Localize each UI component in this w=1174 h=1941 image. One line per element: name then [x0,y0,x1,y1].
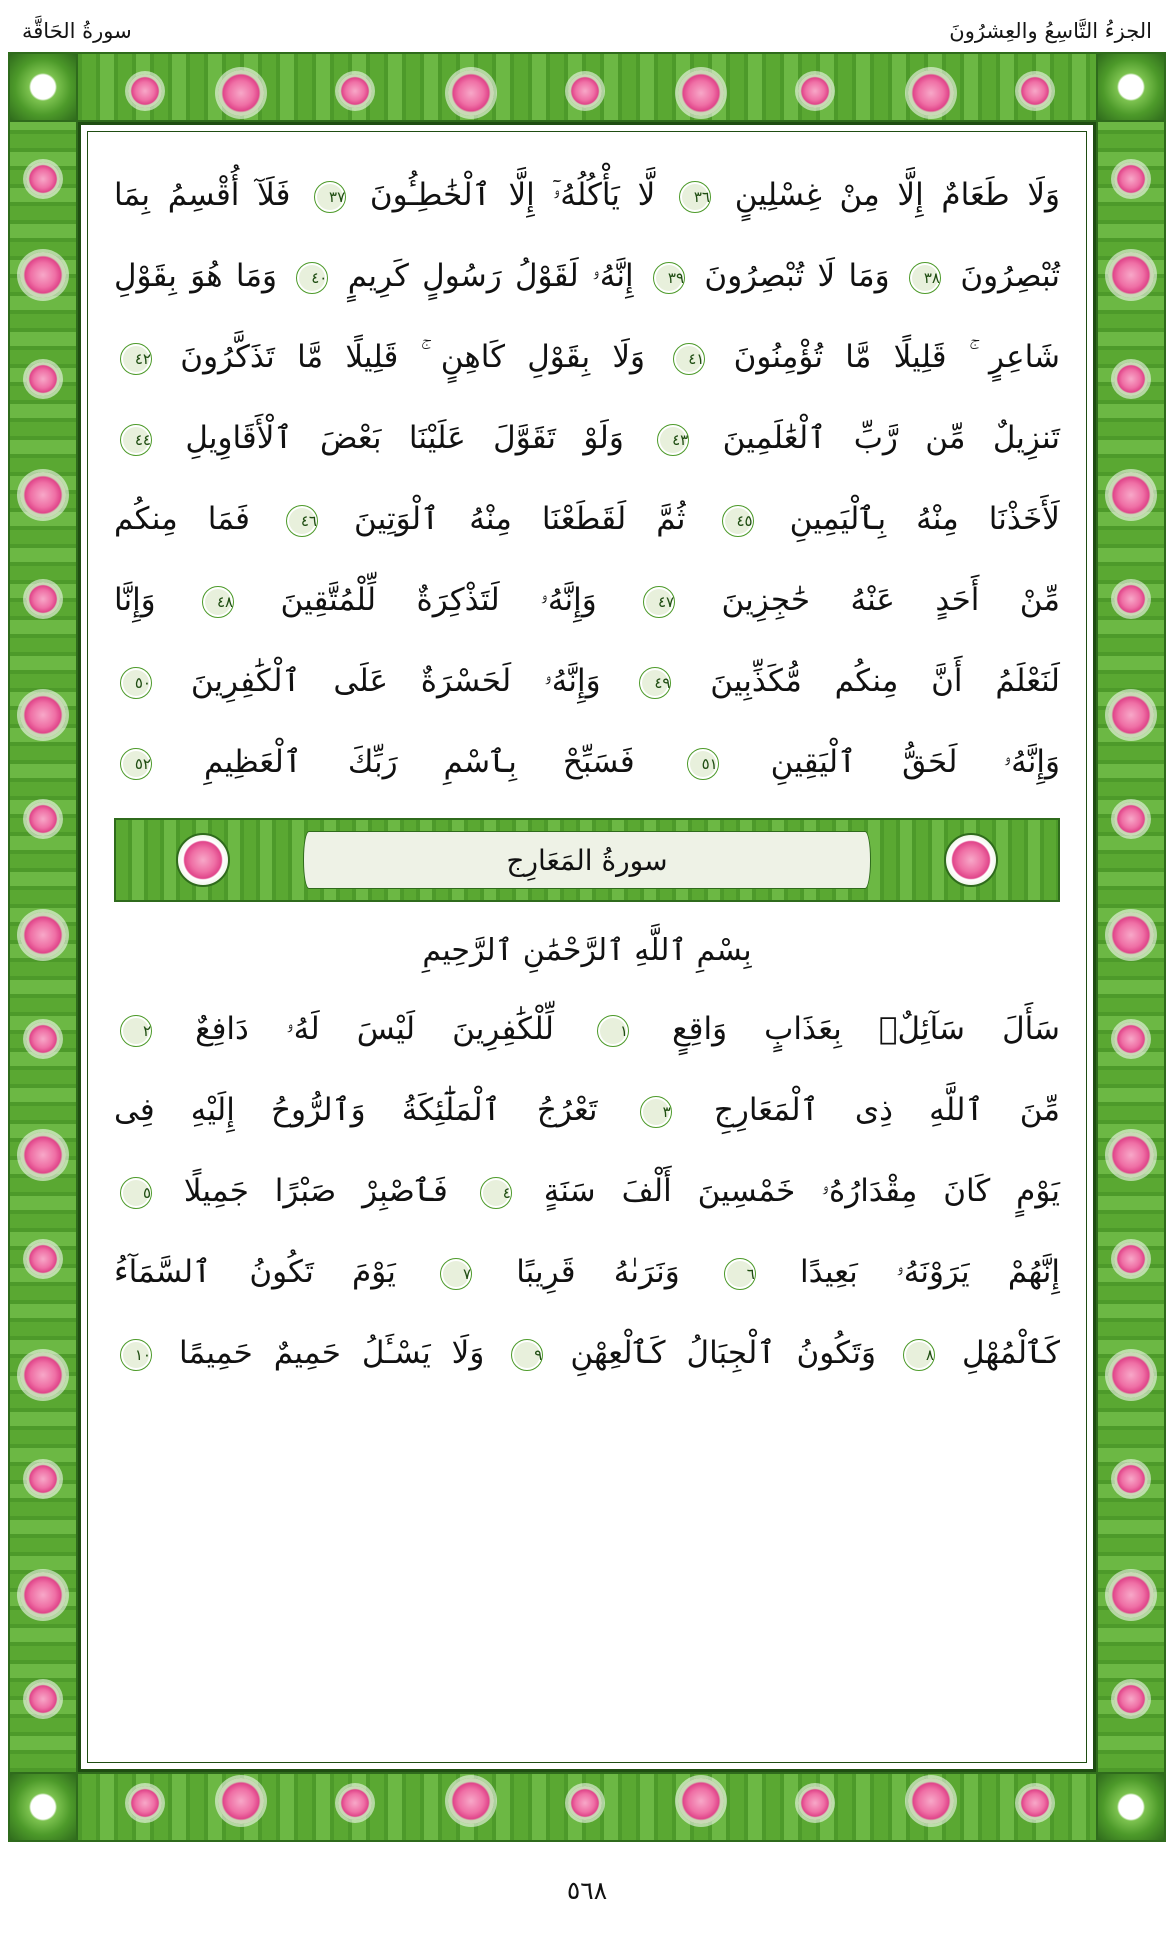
quran-line [114,237,1060,318]
floral-rosette-icon [798,1786,832,1820]
floral-rosette-icon [20,912,66,958]
ayah-number-badge: ٤٢ [120,343,152,375]
floral-rosette-icon [26,802,60,836]
floral-rosette-icon [128,74,162,108]
ayah-number-badge: ٣٧ [314,181,346,213]
frame-corner-bottom-left [8,1772,78,1842]
ayah-number-badge: ٥١ [687,748,719,780]
ayah-text: شَاعِرٍ ۚ قَلِيلًا مَّا تُؤْمِنُونَ [733,339,1061,376]
quran-line [114,990,1060,1071]
floral-rosette-icon [26,1242,60,1276]
quran-line [114,399,1060,480]
ayah-number-badge: ٧ [440,1258,472,1290]
frame-corner-top-right [1096,52,1166,122]
ayah-text: مِّنْ أَحَدٍ عَنْهُ حَٰجِزِينَ [721,582,1061,619]
floral-rosette-icon [20,1132,66,1178]
ayah-text: وَمَا هُوَ بِقَوْلِ [114,258,277,295]
quran-line [114,1071,1060,1152]
quran-line [114,318,1060,399]
ayah-number-badge: ١٠ [120,1339,152,1371]
floral-rosette-icon [338,74,372,108]
ayah-number-badge: ١ [597,1015,629,1047]
floral-rosette-icon [1114,582,1148,616]
surah-al-haqqah-text [114,156,1060,804]
ayah-text: إِنَّهُۥ لَقَوْلُ رَسُولٍ كَرِيمٍ [347,258,634,295]
ornamental-frame [8,52,1166,1842]
ayah-text: وَإِنَّا [114,582,156,619]
ayah-text: لَّا يَأْكُلُهُۥٓ إِلَّا ٱلْخَٰطِـُٔونَ [369,177,656,214]
ayah-number-badge: ٣ [640,1096,672,1128]
floral-rosette-icon [1108,252,1154,298]
ayah-number-badge: ٤٥ [722,505,754,537]
banner-rosette-right-icon [944,833,998,887]
ayah-text: وَلَا يَسْـَٔلُ حَمِيمٌ حَمِيمًا [179,1335,485,1372]
floral-rosette-icon [908,70,954,116]
ayah-number-badge: ٣٦ [679,181,711,213]
ayah-text: وَإِنَّهُۥ لَحَقُّ ٱلْيَقِينِ [770,744,1061,781]
ayah-number-badge: ٣٩ [653,262,685,294]
floral-rosette-icon [678,70,724,116]
ayah-number-badge: ٤٦ [286,505,318,537]
text-frame [78,122,1096,1772]
ayah-text: يَوْمٍ كَانَ مِقْدَارُهُۥ خَمْسِينَ أَلْفَ سَنَةٍ [543,1173,1061,1210]
floral-rosette-icon [1114,1022,1148,1056]
floral-rosette-icon [26,162,60,196]
quran-line [114,561,1060,642]
floral-rosette-icon [1108,912,1154,958]
floral-rosette-icon [26,362,60,396]
ayah-text: وَإِنَّهُۥ لَتَذْكِرَةٌ لِّلْمُتَّقِينَ [280,582,597,619]
ayah-text: فَلَآ أُقْسِمُ بِمَا [114,177,291,214]
quran-line [114,723,1060,804]
surah-title-text: سورةُ المَعَارِج [506,843,668,877]
ayah-text: لَنَعْلَمُ أَنَّ مِنكُم مُّكَذِّبِينَ [710,663,1060,700]
floral-rosette-icon [26,1682,60,1716]
quran-line [114,480,1060,561]
floral-rosette-icon [26,1462,60,1496]
floral-rosette-icon [1114,362,1148,396]
ayah-number-badge: ٤١ [673,343,705,375]
floral-rosette-icon [20,1352,66,1398]
ayah-number-badge: ٤٤ [120,424,152,456]
floral-rosette-icon [678,1778,724,1824]
ayah-number-badge: ٤٩ [639,667,671,699]
floral-rosette-icon [798,74,832,108]
ayah-number-badge: ٤ [480,1177,512,1209]
frame-corner-top-left [8,52,78,122]
ayah-number-badge: ٥٠ [120,667,152,699]
floral-rosette-icon [1108,692,1154,738]
floral-rosette-icon [1114,802,1148,836]
floral-rosette-icon [20,252,66,298]
ayah-text: تَنزِيلٌ مِّن رَّبِّ ٱلْعَٰلَمِينَ [722,420,1061,457]
ayah-number-badge: ٦ [724,1258,756,1290]
floral-rosette-icon [568,1786,602,1820]
floral-rosette-icon [20,1572,66,1618]
floral-rosette-icon [1114,162,1148,196]
ayah-text: وَلَا بِقَوْلِ كَاهِنٍ ۚ قَلِيلًا مَّا تَذَكَّرُونَ [180,339,646,376]
surah-title-cartouche [303,831,870,889]
ayah-number-badge: ٥٢ [120,748,152,780]
ayah-text: يَوْمَ تَكُونُ ٱلسَّمَآءُ [114,1254,396,1291]
floral-rosette-icon [1114,1462,1148,1496]
ayah-number-badge: ٨ [903,1339,935,1371]
floral-rosette-icon [448,1778,494,1824]
floral-rosette-icon [26,1022,60,1056]
floral-rosette-icon [448,70,494,116]
floral-rosette-icon [26,582,60,616]
ayah-text: لِّلْكَٰفِرِينَ لَيْسَ لَهُۥ دَافِعٌ [195,1011,555,1048]
ayah-text: وَنَرَىٰهُ قَرِيبًا [516,1254,680,1291]
ayah-text: وَإِنَّهُۥ لَحَسْرَةٌ عَلَى ٱلْكَٰفِرِينَ [190,663,601,700]
header-juz-label: الجزءُ التَّاسِعُ والعِشرُونَ [949,19,1152,43]
quran-line [114,642,1060,723]
floral-rosette-icon [1108,1352,1154,1398]
ayah-text: فَمَا مِنكُم [114,501,250,538]
floral-rosette-icon [1108,1132,1154,1178]
floral-rosette-icon [218,70,264,116]
ayah-text: سَأَلَ سَآئِلٌۢ بِعَذَابٍ وَاقِعٍ [672,1011,1061,1048]
frame-corner-bottom-right [1096,1772,1166,1842]
floral-rosette-icon [1114,1682,1148,1716]
ayah-text: لَأَخَذْنَا مِنْهُ بِٱلْيَمِينِ [789,501,1060,538]
ayah-number-badge: ٤٨ [202,586,234,618]
quran-line [114,1314,1060,1395]
surah-al-maarij-text [114,990,1060,1395]
ayah-text: وَتَكُونُ ٱلْجِبَالُ كَٱلْعِهْنِ [570,1335,876,1372]
ayah-text: مِّنَ ٱللَّهِ ذِى ٱلْمَعَارِجِ [713,1092,1060,1129]
ayah-text: ثُمَّ لَقَطَعْنَا مِنْهُ ٱلْوَتِينَ [354,501,686,538]
quran-line [114,1152,1060,1233]
ayah-text: إِنَّهُمْ يَرَوْنَهُۥ بَعِيدًا [799,1254,1060,1291]
floral-rosette-icon [20,472,66,518]
ayah-number-badge: ٤٣ [657,424,689,456]
ayah-number-badge: ٤٠ [296,262,328,294]
floral-rosette-icon [1108,472,1154,518]
basmala-line: بِسْمِ ٱللَّهِ ٱلرَّحْمَٰنِ ٱلرَّحِيمِ [422,933,752,968]
ayah-number-badge: ٩ [511,1339,543,1371]
ayah-text: فَسَبِّحْ بِٱسْمِ رَبِّكَ ٱلْعَظِيمِ [203,744,635,781]
quran-line [114,156,1060,237]
ayah-text: وَلَوْ تَقَوَّلَ عَلَيْنَا بَعْضَ ٱلْأَقَاوِيلِ [185,420,624,457]
floral-rosette-icon [1108,1572,1154,1618]
floral-rosette-icon [1018,1786,1052,1820]
quran-line [114,1233,1060,1314]
ayah-number-badge: ٣٨ [909,262,941,294]
floral-rosette-icon [218,1778,264,1824]
header-surah-label: سورةُ الحَاقَّة [22,19,132,43]
floral-rosette-icon [908,1778,954,1824]
ayah-number-badge: ٥ [120,1177,152,1209]
ayah-text: تُبْصِرُونَ [960,258,1061,295]
floral-rosette-icon [338,1786,372,1820]
floral-rosette-icon [1114,1242,1148,1276]
page-number: ٥٦٨ [566,1876,608,1905]
floral-rosette-icon [568,74,602,108]
ayah-number-badge: ٤٧ [643,586,675,618]
floral-rosette-icon [20,692,66,738]
ayah-number-badge: ٢ [120,1015,152,1047]
floral-rosette-icon [128,1786,162,1820]
surah-title-banner [114,818,1060,902]
ayah-text: تَعْرُجُ ٱلْمَلَٰٓئِكَةُ وَٱلرُّوحُ إِلَيْهِ فِى [114,1092,598,1129]
floral-rosette-icon [1018,74,1052,108]
banner-rosette-left-icon [176,833,230,887]
page-header [0,14,1174,48]
ayah-text: وَمَا لَا تُبْصِرُونَ [704,258,890,295]
ayah-text: فَٱصْبِرْ صَبْرًا جَمِيلًا [183,1173,448,1210]
ayah-text: كَٱلْمُهْلِ [961,1335,1061,1372]
ayah-text: وَلَا طَعَامٌ إِلَّا مِنْ غِسْلِينٍ [734,177,1060,214]
